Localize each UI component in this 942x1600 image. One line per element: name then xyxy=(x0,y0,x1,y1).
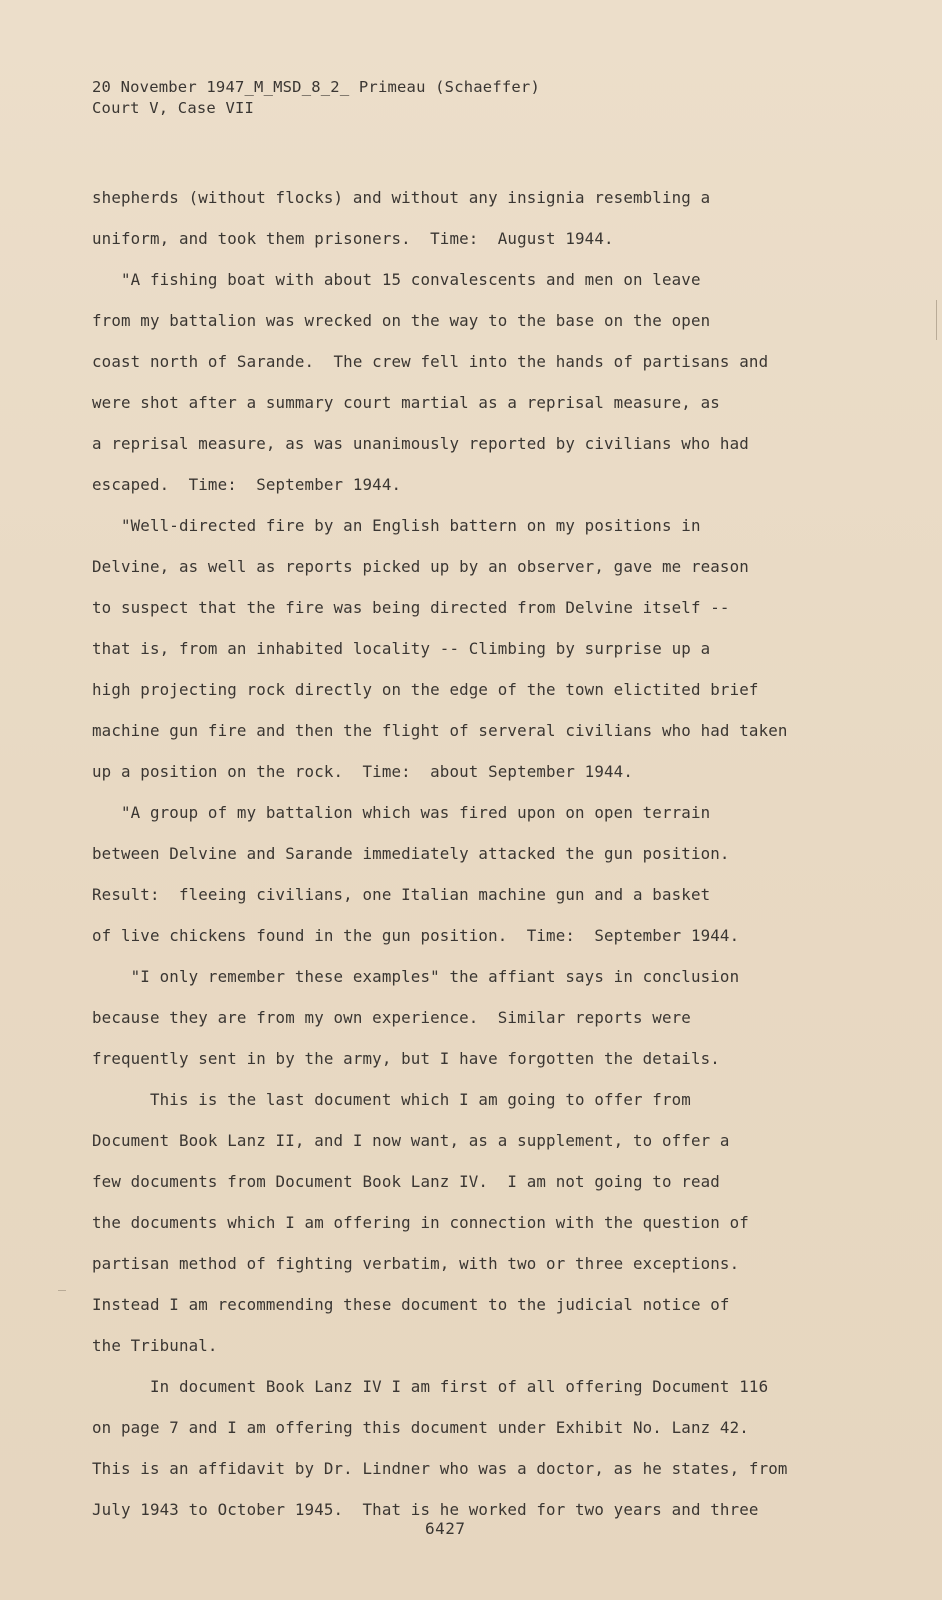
transcript-line: from my battalion was wrecked on the way to the base on the open xyxy=(92,311,711,330)
transcript-line: were shot after a summary court martial as a reprisal measure, as xyxy=(92,393,720,412)
transcript-line: July 1943 to October 1945. That is he worked for two years and three xyxy=(92,1500,759,1519)
transcript-line: Instead I am recommending these document to the judicial notice of xyxy=(92,1295,730,1314)
transcript-line: In document Book Lanz IV I am first of all offering Document 116 xyxy=(92,1377,769,1396)
transcript-line: few documents from Document Book Lanz IV. I am not going to read xyxy=(92,1172,720,1191)
transcript-line: the documents which I am offering in connection with the question of xyxy=(92,1213,749,1232)
transcript-line: coast north of Sarande. The crew fell into the hands of partisans and xyxy=(92,352,769,371)
page-number: 6427 xyxy=(425,1519,466,1538)
transcript-line: because they are from my own experience. Similar reports were xyxy=(92,1008,691,1027)
paper-edge-mark xyxy=(58,1290,66,1291)
transcript-line: This is an affidavit by Dr. Lindner who was a doctor, as he states, from xyxy=(92,1459,788,1478)
transcript-line: Delvine, as well as reports picked up by an observer, gave me reason xyxy=(92,557,749,576)
transcript-line: frequently sent in by the army, but I have forgotten the details. xyxy=(92,1049,720,1068)
document-header xyxy=(92,77,540,119)
transcript-line: partisan method of fighting verbatim, with two or three exceptions. xyxy=(92,1254,740,1273)
transcript-line: Result: fleeing civilians, one Italian machine gun and a basket xyxy=(92,885,711,904)
transcript-line: This is the last document which I am going to offer from xyxy=(92,1090,691,1109)
transcript-line: uniform, and took them prisoners. Time: August 1944. xyxy=(92,229,614,248)
transcript-line: on page 7 and I am offering this document under Exhibit No. Lanz 42. xyxy=(92,1418,749,1437)
transcript-line: machine gun fire and then the flight of serveral civilians who had taken xyxy=(92,721,788,740)
transcript-line: that is, from an inhabited locality -- Climbing by surprise up a xyxy=(92,639,711,658)
transcript-line: shepherds (without flocks) and without any insignia resembling a xyxy=(92,188,711,207)
transcript-line: escaped. Time: September 1944. xyxy=(92,475,402,494)
transcript-line: "Well-directed fire by an English battern on my positions in xyxy=(92,516,701,535)
transcript-line: the Tribunal. xyxy=(92,1336,218,1355)
transcript-line: to suspect that the fire was being directed from Delvine itself -- xyxy=(92,598,730,617)
transcript-line: of live chickens found in the gun position. Time: September 1944. xyxy=(92,926,740,945)
transcript-line: "A group of my battalion which was fired upon on open terrain xyxy=(92,803,711,822)
transcript-line: "I only remember these examples" the affiant says in conclusion xyxy=(92,967,740,986)
transcript-line: Document Book Lanz II, and I now want, as a supplement, to offer a xyxy=(92,1131,730,1150)
header-court-line: Court V, Case VII xyxy=(92,99,255,117)
header-date-line: 20 November 1947_M_MSD_8_2_ Primeau (Schaeffer) xyxy=(92,78,540,96)
transcript-line: up a position on the rock. Time: about September 1944. xyxy=(92,762,633,781)
transcript-line: between Delvine and Sarande immediately attacked the gun position. xyxy=(92,844,730,863)
transcript-body xyxy=(92,177,932,1530)
transcript-line: a reprisal measure, as was unanimously reported by civilians who had xyxy=(92,434,749,453)
paper-edge-mark xyxy=(936,300,937,340)
transcript-line: high projecting rock directly on the edge of the town elictited brief xyxy=(92,680,759,699)
transcript-line: "A fishing boat with about 15 convalescents and men on leave xyxy=(92,270,701,289)
